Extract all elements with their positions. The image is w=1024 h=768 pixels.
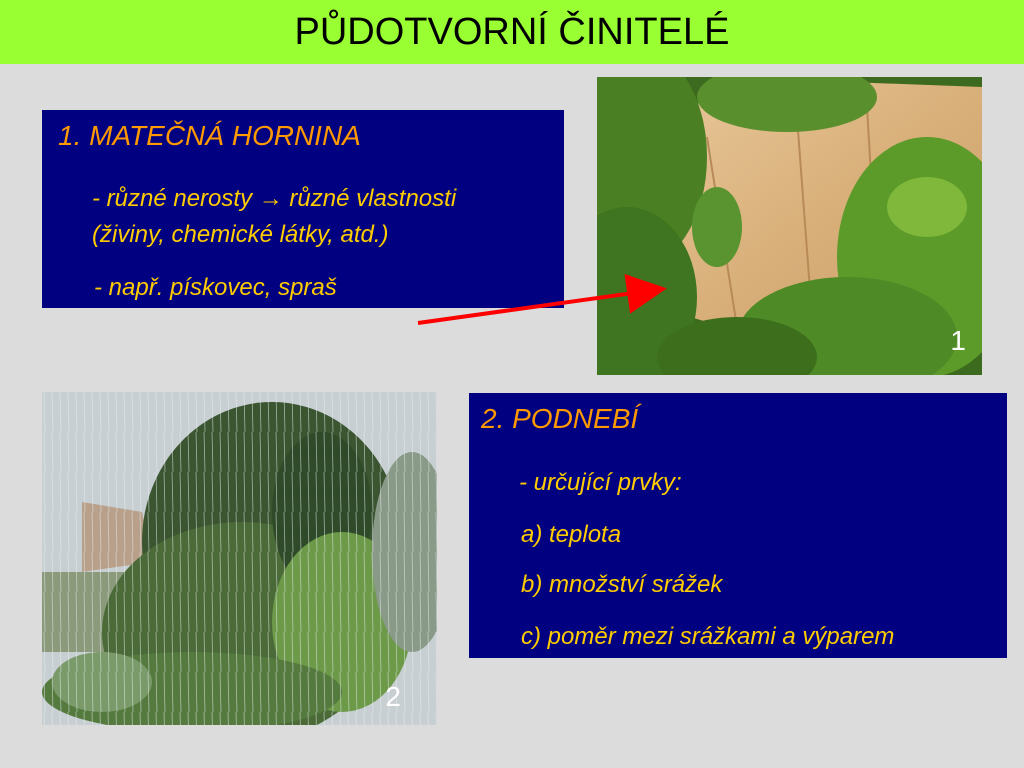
parent-rock-line-1: - různé nerosty → různé vlastnosti <box>92 185 457 212</box>
parent-rock-heading: 1. MATEČNÁ HORNINA <box>58 120 361 151</box>
sandstone-cliff-photo <box>597 77 982 375</box>
climate-line-1: - určující prvky: <box>519 469 682 496</box>
climate-box <box>469 393 1007 658</box>
title-bar <box>0 0 1024 64</box>
climate-item-c: c) poměr mezi srážkami a výparem <box>521 623 895 650</box>
climate-item-b: b) množství srážek <box>521 571 723 598</box>
parent-rock-line-3: - např. pískovec, spraš <box>94 274 337 301</box>
photo-2-number: 2 <box>385 681 401 712</box>
slide-title: PŮDOTVORNÍ ČINITELÉ <box>294 10 730 53</box>
parent-rock-line-2: (živiny, chemické látky, atd.) <box>92 221 389 248</box>
climate-heading: 2. PODNEBÍ <box>481 403 639 434</box>
parent-rock-box <box>42 110 564 308</box>
photo-1-number: 1 <box>950 325 966 356</box>
rain-trees-photo <box>42 392 437 725</box>
climate-item-a: a) teplota <box>521 521 622 548</box>
